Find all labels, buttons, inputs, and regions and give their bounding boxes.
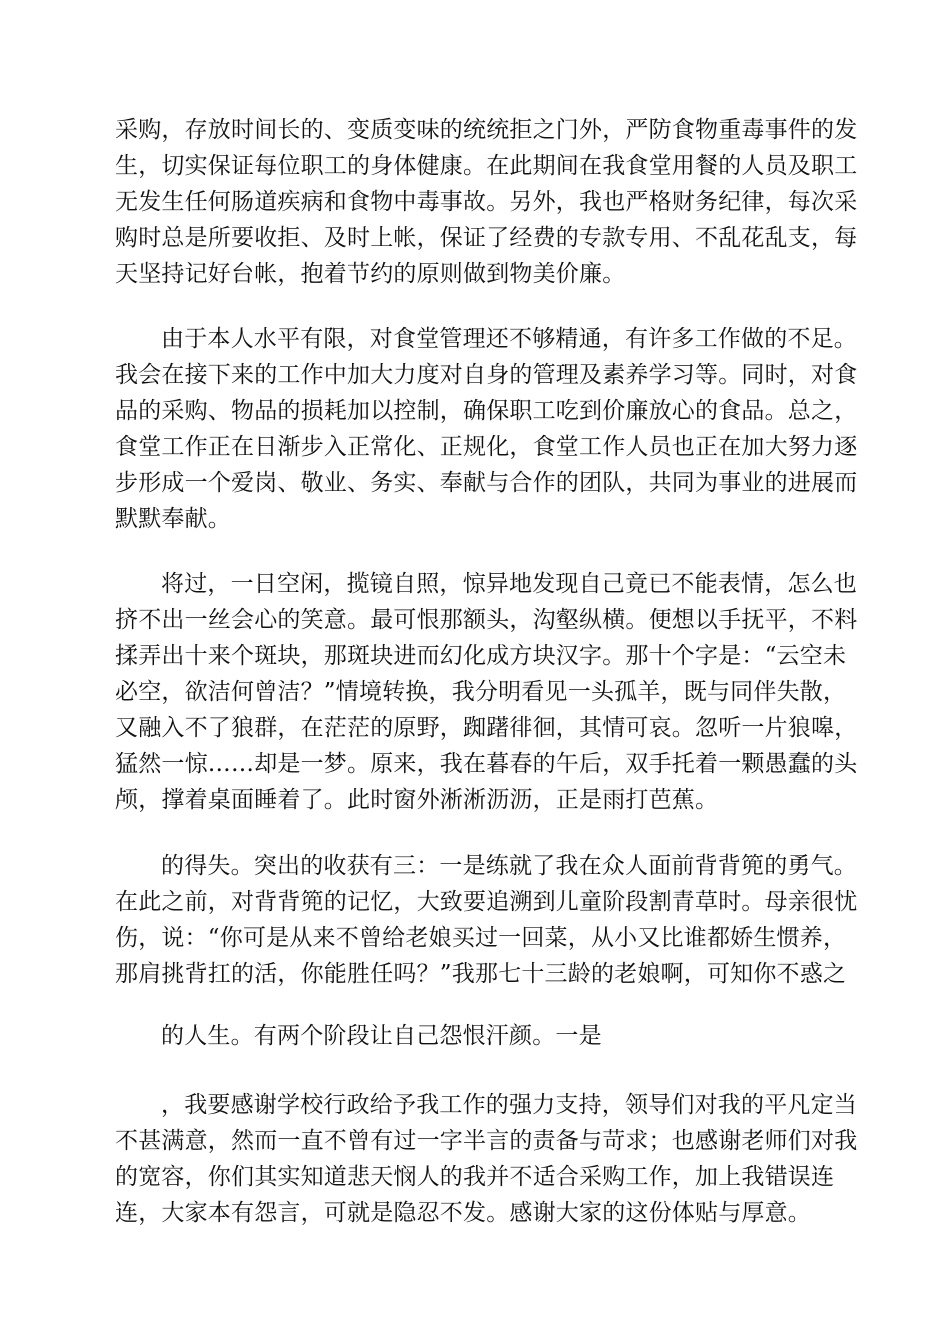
text-line: 猛然一惊……却是一梦。原来，我在暮春的午后，双手托着一颗愚蠢的头 [115, 751, 858, 777]
paragraph-procurement [115, 112, 858, 292]
text-line: 品的采购、物品的损耗加以控制，确保职工吃到价廉放心的食品。总之， [115, 398, 858, 424]
text-line: 步形成一个爱岗、敬业、务实、奉献与合作的团队，共同为事业的进展而 [115, 470, 858, 496]
paragraph-gains [115, 848, 858, 992]
text-line: 揉弄出十来个斑块，那斑块进而幻化成方块汉字。那十个字是：“云空未 [115, 643, 847, 669]
paragraph-mirror [115, 566, 858, 818]
text-line: 无发生任何肠道疾病和食物中毒事故。另外，我也严格财务纪律，每次采 [115, 189, 858, 215]
text-line: 挤不出一丝会心的笑意。最可恨那额头，沟壑纵横。便想以手抚平，不料 [115, 607, 858, 633]
paragraph-management [115, 321, 858, 537]
text-line: 颅，撑着桌面睡着了。此时窗外淅淅沥沥，正是雨打芭蕉。 [115, 787, 719, 813]
text-line: 必空，欲洁何曾洁？”情境转换，我分明看见一头孤羊，既与同伴失散， [115, 679, 847, 705]
text-line: 默默奉献。 [115, 506, 231, 532]
text-line: 伤，说：“你可是从来不曾给老娘买过一回菜，从小又比谁都娇生惯养， [115, 925, 847, 951]
text-line: 的宽容，你们其实知道悲天悯人的我并不适合采购工作，加上我错误连 [115, 1164, 835, 1190]
paragraph-life [115, 1018, 835, 1054]
text-line: 在此之前，对背背篼的记忆，大致要追溯到儿童阶段割青草时。母亲很忧 [115, 889, 858, 915]
text-line: 购时总是所要收拒、及时上帐，保证了经费的专款专用、不乱花乱支，每 [115, 225, 858, 251]
paragraph-thanks [115, 1087, 858, 1231]
text-line: 不甚满意，然而一直不曾有过一字半言的责备与苛求；也感谢老师们对我 [115, 1128, 858, 1154]
text-line: 那肩挑背扛的活，你能胜任吗？”我那七十三龄的老娘啊，可知你不惑之 [115, 961, 847, 987]
text-line: 的得失。突出的收获有三：一是练就了我在众人面前背背篼的勇气。 [161, 853, 857, 879]
text-line: 食堂工作正在日渐步入正常化、正规化，食堂工作人员也正在加大努力逐 [115, 434, 858, 460]
text-line: 生，切实保证每位职工的身体健康。在此期间在我食堂用餐的人员及职工 [115, 153, 858, 179]
text-line: 又融入不了狼群，在茫茫的原野，踟躇徘徊，其情可哀。忽听一片狼嗥， [115, 715, 858, 741]
text-line: 由于本人水平有限，对食堂管理还不够精通，有许多工作做的不足。 [161, 326, 857, 352]
text-line: 的人生。有两个阶段让自己怨恨汗颜。一是 [161, 1023, 602, 1049]
text-line: 我会在接下来的工作中加大力度对自身的管理及素养学习等。同时，对食 [115, 362, 858, 388]
text-line: ，我要感谢学校行政给予我工作的强力支持，领导们对我的平凡定当 [161, 1092, 857, 1118]
text-line: 将过，一日空闲，揽镜自照，惊异地发现自己竟已不能表情，怎么也 [161, 571, 857, 597]
text-line: 天坚持记好台帐，抱着节约的原则做到物美价廉。 [115, 261, 626, 287]
text-line: 连，大家本有怨言，可就是隐忍不发。感谢大家的这份体贴与厚意。 [115, 1200, 811, 1226]
text-line: 采购，存放时间长的、变质变味的统统拒之门外，严防食物重毒事件的发 [115, 117, 858, 143]
